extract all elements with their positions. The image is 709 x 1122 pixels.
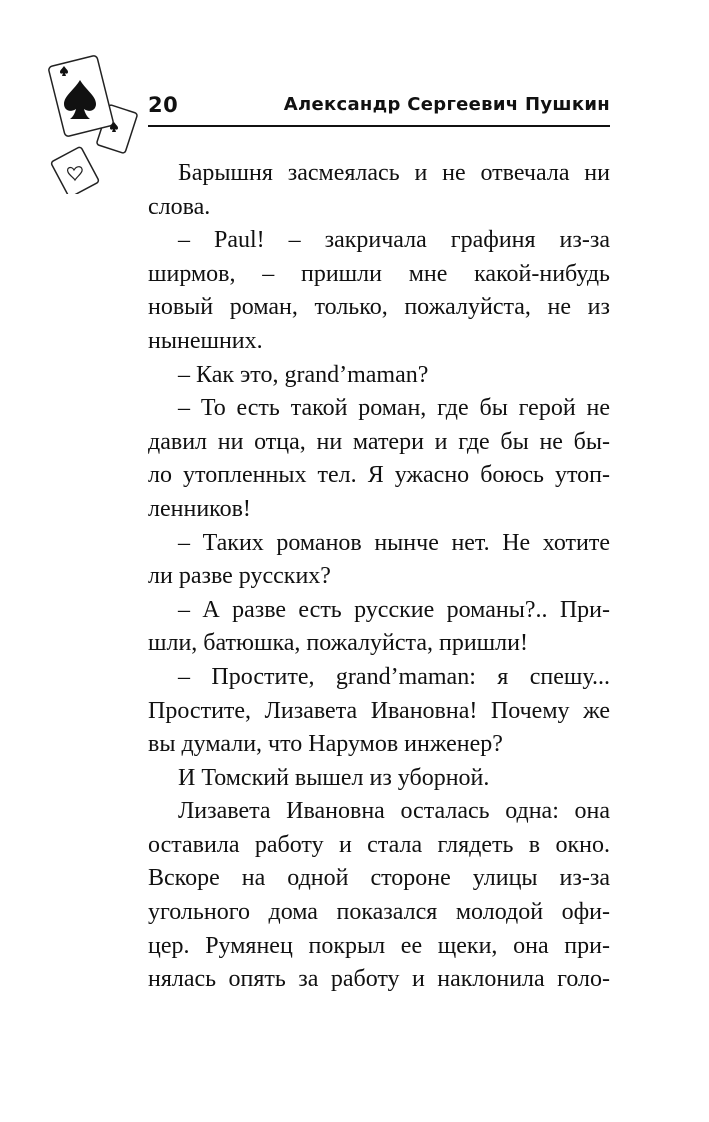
- page-number: 20: [148, 93, 179, 117]
- text-line: нялась опять за работу и наклонила голо-: [148, 966, 610, 993]
- text-line: нынешних.: [148, 327, 263, 354]
- text-line: Барышня засмеялась и не отвечала ни: [178, 160, 610, 186]
- text-line: шли, батюшка, пожалуйста, пришли!: [148, 630, 528, 657]
- text-line: – Как это, grand’maman?: [178, 361, 429, 388]
- body-text: [148, 157, 610, 997]
- text-line: слова.: [148, 193, 211, 220]
- text-line: ли разве русских?: [148, 563, 331, 590]
- text-line: давил ни отца, ни матери и где бы не бы-: [148, 428, 610, 455]
- text-line: Простите, Лизавета Ивановна! Почему же: [148, 697, 610, 724]
- text-line: – То есть такой роман, где бы герой не: [178, 395, 610, 422]
- text-line: оставила работу и стала глядеть в окно.: [148, 831, 610, 858]
- text-line: новый роман, только, пожалуйста, не из: [148, 294, 610, 321]
- text-line: ленников!: [148, 495, 251, 522]
- text-line: – Таких романов нынче нет. Не хотите: [178, 529, 610, 556]
- text-line: угольного дома показался молодой офи-: [148, 899, 610, 926]
- text-line: – Простите, grand’maman: я спешу...: [178, 663, 610, 690]
- running-header: [148, 93, 610, 127]
- text-line: ло утопленных тел. Я ужасно боюсь утоп-: [148, 462, 610, 489]
- text-line: – Paul! – закричала графиня из-за: [178, 227, 610, 254]
- text-line: вы думали, что Нарумов инженер?: [148, 731, 503, 758]
- text-line: И Томский вышел из уборной.: [178, 764, 490, 791]
- text-line: Лизавета Ивановна осталась одна: она: [178, 798, 610, 825]
- running-title-author: Александр Сергеевич Пушкин: [283, 94, 610, 115]
- text-line: цер. Румянец покрыл ее щеки, она при-: [148, 932, 610, 959]
- text-line: – А разве есть русские романы?.. При-: [178, 596, 610, 623]
- text-line: Вскоре на одной стороне улицы из-за: [148, 865, 610, 892]
- text-line: ширмов, – пришли мне какой-нибудь: [148, 260, 610, 287]
- playing-cards-icon: [44, 52, 152, 194]
